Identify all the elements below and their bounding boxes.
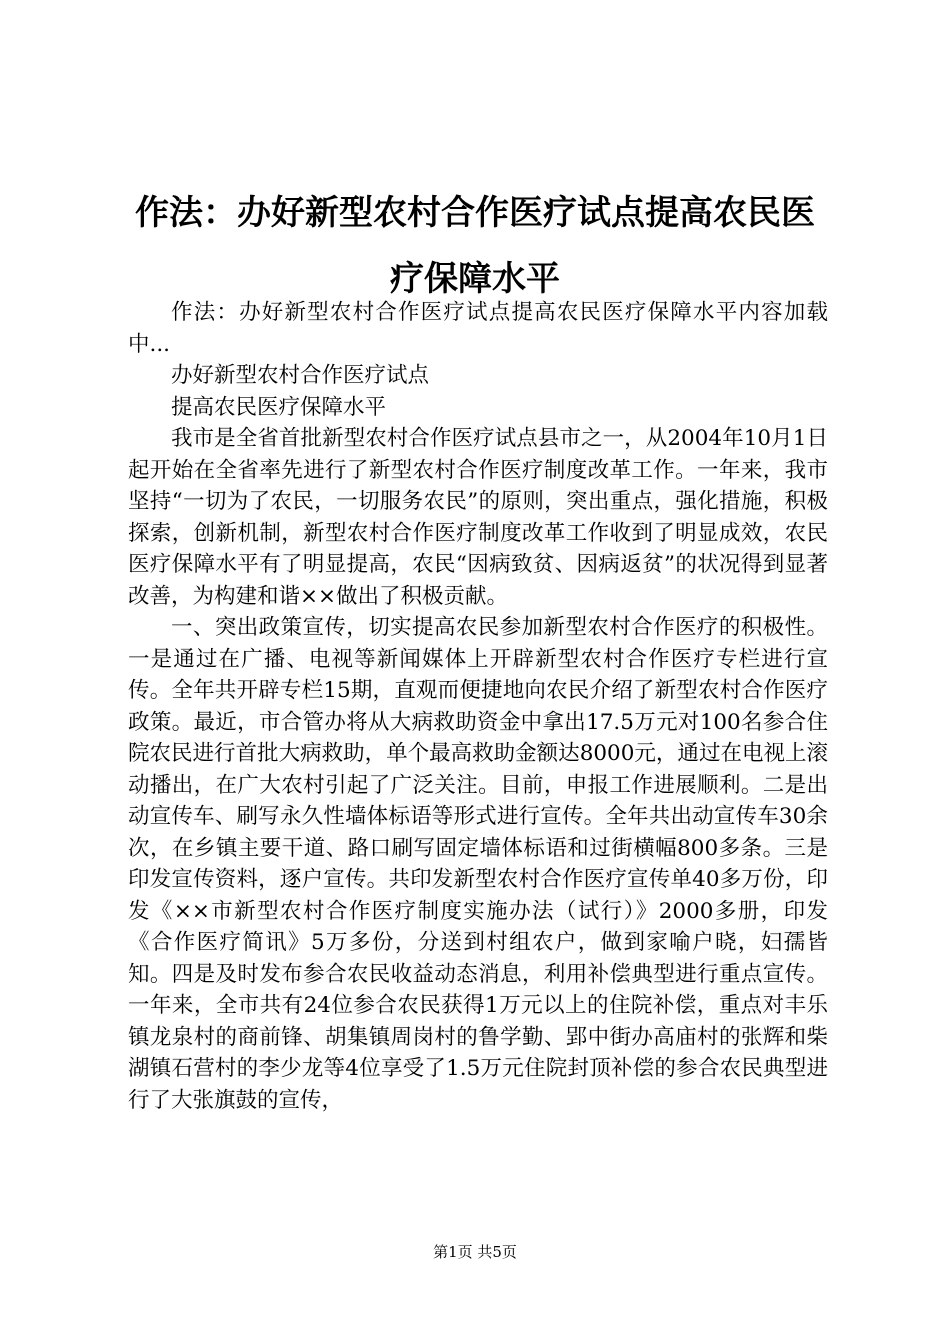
page-footer: 第1页 共5页 bbox=[433, 1243, 517, 1261]
body-paragraph: 我市是全省首批新型农村合作医疗试点县市之一，从2004年10月1日起开始在全省率先进行了新型农村合作医疗制度改革工作。一年来，我市坚持“一切为了农民，一切服务农民”的原则，突出重点，强化措施，积极探索，创新机制，新型农村合作医疗制度改革工作收到了明显成效，农民医疗保障水平有了明显提高，农民“因病致贫、因病返贫”的状况得到显著改善，为构建和谐××做出了积极贡献。 bbox=[128, 426, 828, 609]
document-title bbox=[120, 180, 830, 312]
title-line-1: 作法：办好新型农村合作医疗试点提高农民医 bbox=[135, 193, 815, 233]
subtitle-line-2: 提高农民医疗保障水平 bbox=[171, 394, 387, 420]
subtitle-line-1: 办好新型农村合作医疗试点 bbox=[171, 363, 430, 388]
title-line-2: 疗保障水平 bbox=[390, 259, 560, 299]
intro-paragraph: 作法：办好新型农村合作医疗试点提高农民医疗保障水平内容加载中... bbox=[128, 300, 828, 357]
document-body bbox=[128, 297, 828, 1116]
body-paragraph: 一、突出政策宣传，切实提高农民参加新型农村合作医疗的积极性。一是通过在广播、电视等新闻媒体上开辟新型农村合作医疗专栏进行宣传。全年共开辟专栏15期，直观而便捷地向农民介绍了新型农村合作医疗政策。最近，市合管办将从大病救助资金中拿出17.5万元对100名参合住院农民进行首批大病救助，单个最高救助金额达8000元，通过在电视上滚动播出，在广大农村引起了广泛关注。目前，申报工作进展顺利。二是出动宣传车、刷写永久性墙体标语等形式进行宣传。全年共出动宣传车30余次，在乡镇主要干道、路口刷写固定墙体标语和过街横幅800多条。三是印发宣传资料，逐户宣传。共印发新型农村合作医疗宣传单40多万份，印发《××市新型农村合作医疗制度实施办法（试行）》2000多册，印发《合作医疗简讯》5万多份，分送到村组农户，做到家喻户晓，妇孺皆知。四是及时发布参合农民收益动态消息，利用补偿典型进行重点宣传。一年来，全市共有24位参合农民获得1万元以上的住院补偿，重点对丰乐镇龙泉村的商前锋、胡集镇周岗村的鲁学勤、郢中街办高庙村的张辉和柴湖镇石营村的李少龙等4位享受了1.5万元住院封顶补偿的参合农民典型进行了大张旗鼓的宣传， bbox=[128, 615, 828, 1113]
